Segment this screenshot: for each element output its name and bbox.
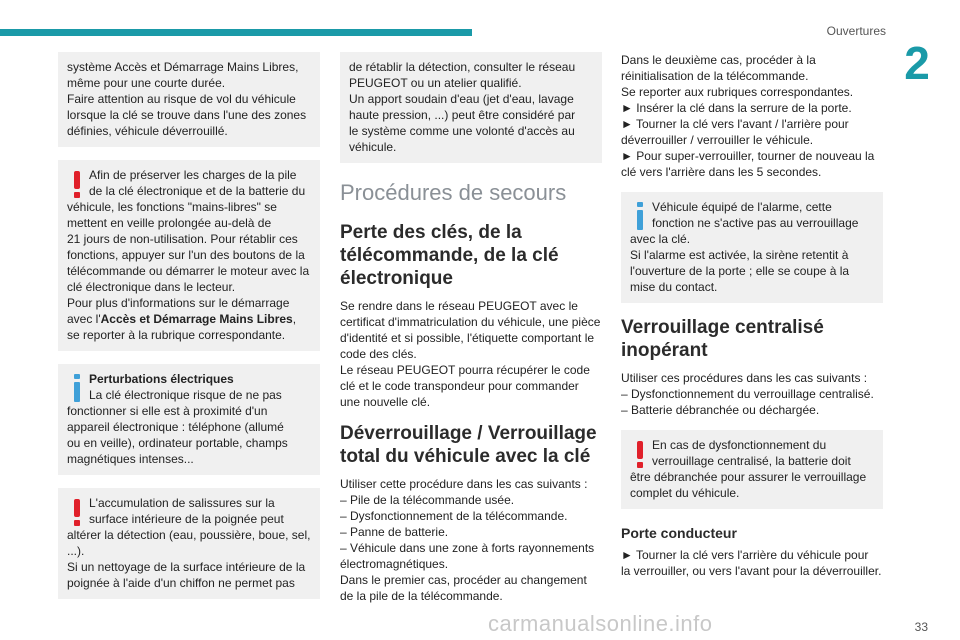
text-line: Véhicule équipé de l'alarme, cette	[652, 200, 832, 214]
text-line: fonction ne s'active pas au verrouillage	[652, 216, 859, 230]
driver-door-text	[621, 547, 883, 579]
text-line: système Accès et Démarrage Mains Libres,	[67, 60, 299, 74]
heading-unlock-lock: Déverrouillage / Verrouillage total du véhicule avec la clé	[340, 423, 597, 467]
warning-box	[621, 430, 883, 509]
text-line: ► Pour super-verrouiller, tourner de nouveau la	[621, 149, 875, 163]
text-line: – Panne de batterie.	[340, 525, 449, 539]
text-line: mettent en veille prolongée au-delà de	[67, 216, 272, 230]
watermark: carmanualsonline.info	[488, 611, 713, 636]
text-line: déverrouiller / verrouiller le véhicule.	[621, 133, 814, 147]
section-label: Ouvertures	[826, 24, 886, 38]
text-line: Pour plus d'informations sur le démarrage	[67, 296, 290, 310]
heading-driver-door: Porte conducteur	[621, 525, 737, 541]
text-line: la verrouiller, ou vers l'avant pour la déverrouiller.	[621, 564, 882, 578]
text-line	[67, 311, 311, 327]
column-3	[621, 52, 883, 579]
text-line: Un apport soudain d'eau (jet d'eau, lavage	[349, 92, 574, 106]
text-line: – Dysfonctionnement de la télécommande.	[340, 509, 568, 523]
text-line: être débranchée pour assurer le verrouillage	[630, 470, 867, 484]
text-line: 21 jours de non-utilisation. Pour rétablir ces	[67, 232, 298, 246]
text-line: avec la clé.	[630, 232, 691, 246]
feature-name: Accès et Démarrage Mains Libres	[100, 312, 293, 326]
info-box	[621, 192, 883, 303]
text-run: ,	[292, 312, 297, 326]
text-line: clé et le code transpondeur pour commander	[340, 379, 579, 393]
central-locking-text	[621, 370, 883, 418]
warning-icon	[68, 170, 86, 198]
text-line: haute pression, ...) peut être considéré par	[349, 108, 576, 122]
column-1	[58, 52, 320, 612]
text-line: clé vers l'arrière dans les 5 secondes.	[621, 165, 822, 179]
text-line: clé électronique dans le lecteur.	[67, 280, 236, 294]
text-line: appareil électronique : téléphone (allumé	[67, 420, 284, 434]
text-line: électromagnétiques.	[340, 557, 449, 571]
text-line: – Pile de la télécommande usée.	[340, 493, 515, 507]
text-line: code des clés.	[340, 347, 417, 361]
text-line: même pour une courte durée.	[67, 76, 226, 90]
text-line: d'identité et si possible, l'étiquette comportant le	[340, 331, 595, 345]
text-line: Utiliser ces procédures dans les cas suivants :	[621, 371, 868, 385]
text-line: l'ouverture de la porte ; elle se coupe à la	[630, 264, 850, 278]
text-line: lorsque la clé se trouve dans l'une des zones	[67, 108, 307, 122]
warning-icon	[68, 498, 86, 526]
text-run: avec l'	[67, 312, 101, 326]
text-line: une nouvelle clé.	[340, 395, 431, 409]
note-box	[340, 52, 602, 163]
text-line: complet du véhicule.	[630, 486, 740, 500]
heading-central-locking: Verrouillage centralisé inopérant	[621, 317, 824, 361]
text-line: – Dysfonctionnement du verrouillage centralisé.	[621, 387, 874, 401]
intro-text	[621, 52, 883, 180]
unlock-text	[340, 476, 602, 604]
page-number: 33	[914, 620, 928, 634]
text-line: surface intérieure de la poignée peut	[89, 512, 284, 526]
text-line: réinitialisation de la télécommande.	[621, 69, 809, 83]
info-box	[58, 364, 320, 475]
note-box	[58, 52, 320, 147]
text-line: L'accumulation de salissures sur la	[89, 496, 275, 510]
warning-box	[58, 488, 320, 599]
text-line: ► Tourner la clé vers l'arrière du véhicule pour	[621, 548, 869, 562]
text-line: Utiliser cette procédure dans les cas suivants :	[340, 477, 588, 491]
text-line: mise du contact.	[630, 280, 718, 294]
text-line: se reporter à la rubrique correspondante.	[67, 328, 286, 342]
info-icon	[68, 374, 86, 402]
text-line: ► Insérer la clé dans la serrure de la porte.	[621, 101, 852, 115]
info-title-text: Perturbations électriques	[89, 372, 234, 386]
text-line: de la pile de la télécommande.	[340, 589, 503, 603]
text-line: Se rendre dans le réseau PEUGEOT avec le	[340, 299, 578, 313]
lost-keys-text	[340, 298, 602, 410]
text-line: Si l'alarme est activée, la sirène retentit à	[630, 248, 849, 262]
text-line: définies, véhicule déverrouillé.	[67, 124, 228, 138]
text-line: véhicule.	[349, 140, 397, 154]
text-line: véhicule, les fonctions "mains-libres" se	[67, 200, 277, 214]
text-line: ou en veille), ordinateur portable, champs	[67, 436, 288, 450]
text-line: ...).	[67, 544, 85, 558]
text-line: Afin de préserver les charges de la pile	[89, 168, 297, 182]
text-line: verrouillage centralisé, la batterie doit	[652, 454, 851, 468]
text-line: poignée à l'aide d'un chiffon ne permet pas	[67, 576, 295, 590]
info-icon	[631, 202, 649, 230]
header-accent-bar	[0, 29, 472, 36]
text-line: magnétiques intenses...	[67, 452, 194, 466]
warning-icon	[631, 440, 649, 468]
text-line: fonctions, appuyer sur l'un des boutons de la	[67, 248, 305, 262]
text-line: Dans le deuxième cas, procéder à la	[621, 53, 816, 67]
text-line: fonctionner si elle est à proximité d'un	[67, 404, 268, 418]
text-line: altérer la détection (eau, poussière, boue, sel,	[67, 528, 311, 542]
text-line: de la clé électronique et de la batterie du	[89, 184, 306, 198]
chapter-number: 2	[904, 37, 930, 89]
warning-box	[58, 160, 320, 351]
text-line: En cas de dysfonctionnement du	[652, 438, 827, 452]
info-title	[67, 371, 311, 387]
text-line: Faire attention au risque de vol du véhicule	[67, 92, 296, 106]
text-line: de rétablir la détection, consulter le réseau	[349, 60, 576, 74]
text-line: certificat d'immatriculation du véhicule, une pièce	[340, 315, 601, 329]
heading-lost-keys: Perte des clés, de la télécommande, de la clé électronique	[340, 222, 559, 289]
column-2	[340, 52, 602, 604]
text-line: Si un nettoyage de la surface intérieure de la	[67, 560, 306, 574]
text-line: Se reporter aux rubriques correspondantes.	[621, 85, 854, 99]
text-line: Dans le premier cas, procéder au changement	[340, 573, 587, 587]
text-line: Le réseau PEUGEOT pourra récupérer le code	[340, 363, 590, 377]
text-line: ► Tourner la clé vers l'avant / l'arrière pour	[621, 117, 849, 131]
section-title: Procédures de secours	[340, 180, 567, 205]
text-line: La clé électronique risque de ne pas	[89, 388, 282, 402]
text-line: – Véhicule dans une zone à forts rayonnements	[340, 541, 595, 555]
text-line: le système comme une volonté d'accès au	[349, 124, 575, 138]
text-line: télécommande ou démarrer le moteur avec la	[67, 264, 310, 278]
text-line: – Batterie débranchée ou déchargée.	[621, 403, 820, 417]
text-line: PEUGEOT ou un atelier qualifié.	[349, 76, 522, 90]
